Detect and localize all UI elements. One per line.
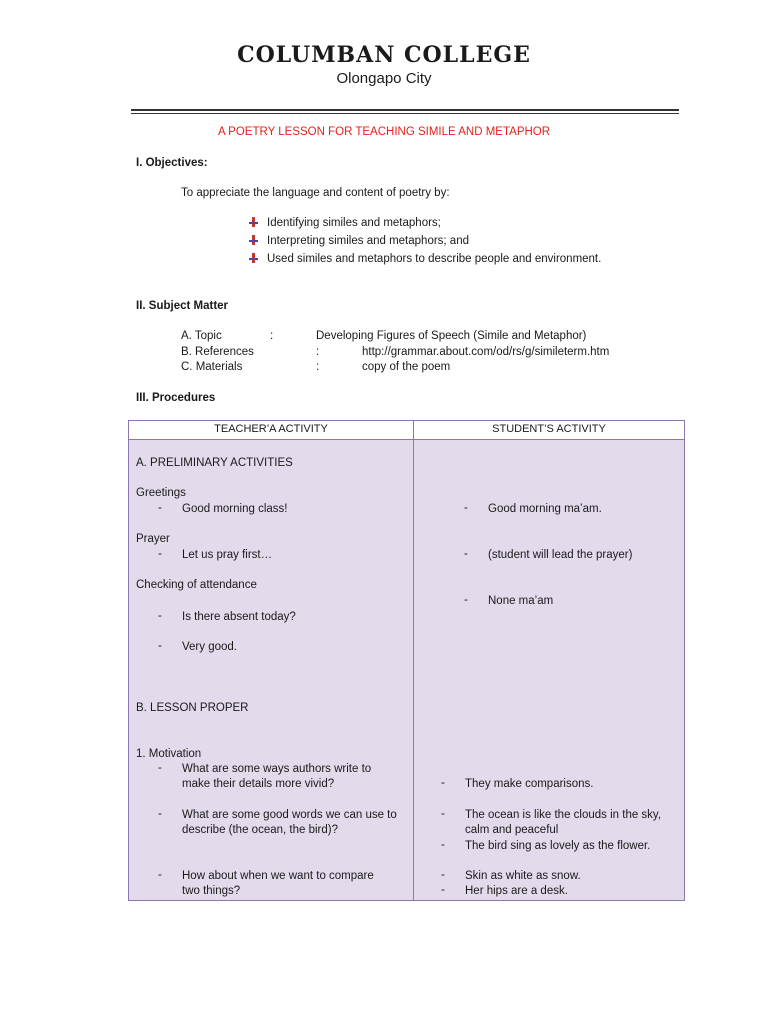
teacher-greeting: Good morning class! — [182, 503, 288, 515]
dash: - — [464, 502, 468, 514]
objectives-heading: I. Objectives: — [136, 157, 208, 169]
student-column-header: STUDENT’S ACTIVITY — [492, 423, 606, 435]
dash: - — [158, 610, 162, 622]
lesson-proper-heading: B. LESSON PROPER — [136, 702, 249, 714]
motivation-question-3: How about when we want to compare — [182, 870, 374, 882]
materials-value: copy of the poem — [362, 361, 451, 373]
bullet-arrow-icon — [249, 235, 258, 245]
motivation-question-3-cont: two things? — [182, 885, 241, 897]
teacher-prayer: Let us pray first… — [182, 549, 273, 561]
student-greeting: Good morning ma’am. — [488, 503, 602, 515]
materials-sep: : — [316, 361, 320, 373]
student-answer-2-cont: calm and peaceful — [465, 824, 559, 836]
lesson-title: A POETRY LESSON FOR TEACHING SIMILE AND METAPHOR — [217, 126, 551, 138]
column-divider — [413, 421, 414, 900]
student-answer-4: Skin as white as snow. — [465, 870, 581, 882]
dash: - — [441, 884, 445, 896]
dash: - — [158, 640, 162, 652]
topic-value: Developing Figures of Speech (Simile and Metaphor) — [316, 330, 587, 342]
motivation-heading: 1. Motivation — [136, 748, 202, 760]
dash: - — [441, 869, 445, 881]
header-rule-thin — [131, 113, 679, 114]
objective-item: Used similes and metaphors to describe people and environment. — [249, 253, 601, 265]
dash: - — [158, 869, 162, 881]
student-answer-5: Her hips are a desk. — [465, 885, 568, 897]
motivation-question-1-cont: make their details more vivid? — [182, 778, 335, 790]
greetings-label: Greetings — [136, 487, 186, 499]
student-answer-2: The ocean is like the clouds in the sky, — [465, 809, 662, 821]
teacher-column-header: TEACHER’A ACTIVITY — [214, 423, 328, 435]
header-rule-thick — [131, 109, 679, 111]
bullet-arrow-icon — [249, 253, 258, 263]
bullet-arrow-icon — [249, 217, 258, 227]
objectives-intro: To appreciate the language and content of poetry by: — [181, 187, 450, 199]
attendance-label: Checking of attendance — [136, 579, 257, 591]
references-label: B. References — [181, 346, 254, 358]
student-answer-3: The bird sing as lovely as the flower. — [465, 840, 651, 852]
dash: - — [158, 548, 162, 560]
student-prayer: (student will lead the prayer) — [488, 549, 633, 561]
materials-label: C. Materials — [181, 361, 243, 373]
dash: - — [158, 502, 162, 514]
topic-sep: : — [270, 330, 274, 342]
dash: - — [441, 839, 445, 851]
procedures-heading: III. Procedures — [136, 392, 216, 404]
school-name: COLUMBAN COLLEGE — [237, 42, 531, 68]
subject-matter-heading: II. Subject Matter — [136, 300, 229, 312]
dash: - — [464, 548, 468, 560]
dash: - — [158, 762, 162, 774]
preliminary-heading: A. PRELIMINARY ACTIVITIES — [136, 457, 293, 469]
dash: - — [464, 594, 468, 606]
student-answer-1: They make comparisons. — [465, 778, 594, 790]
teacher-very-good: Very good. — [182, 641, 237, 653]
topic-label: A. Topic — [181, 330, 222, 342]
prayer-label: Prayer — [136, 533, 170, 545]
references-link[interactable]: http://grammar.about.com/od/rs/g/simileterm.htm — [362, 346, 610, 358]
dash: - — [441, 808, 445, 820]
motivation-question-2: What are some good words we can use to — [182, 809, 397, 821]
dash: - — [441, 777, 445, 789]
activity-table — [128, 420, 685, 901]
student-absent-reply: None ma’am — [488, 595, 554, 607]
objective-item: Interpreting similes and metaphors; and — [249, 235, 469, 247]
school-city: Olongapo City — [336, 70, 432, 87]
motivation-question-2-cont: describe (the ocean, the bird)? — [182, 824, 338, 836]
motivation-question-1: What are some ways authors write to — [182, 763, 372, 775]
table-header-row — [129, 421, 684, 440]
references-sep: : — [316, 346, 320, 358]
teacher-absent-question: Is there absent today? — [182, 611, 296, 623]
objective-item: Identifying similes and metaphors; — [249, 217, 441, 229]
dash: - — [158, 808, 162, 820]
